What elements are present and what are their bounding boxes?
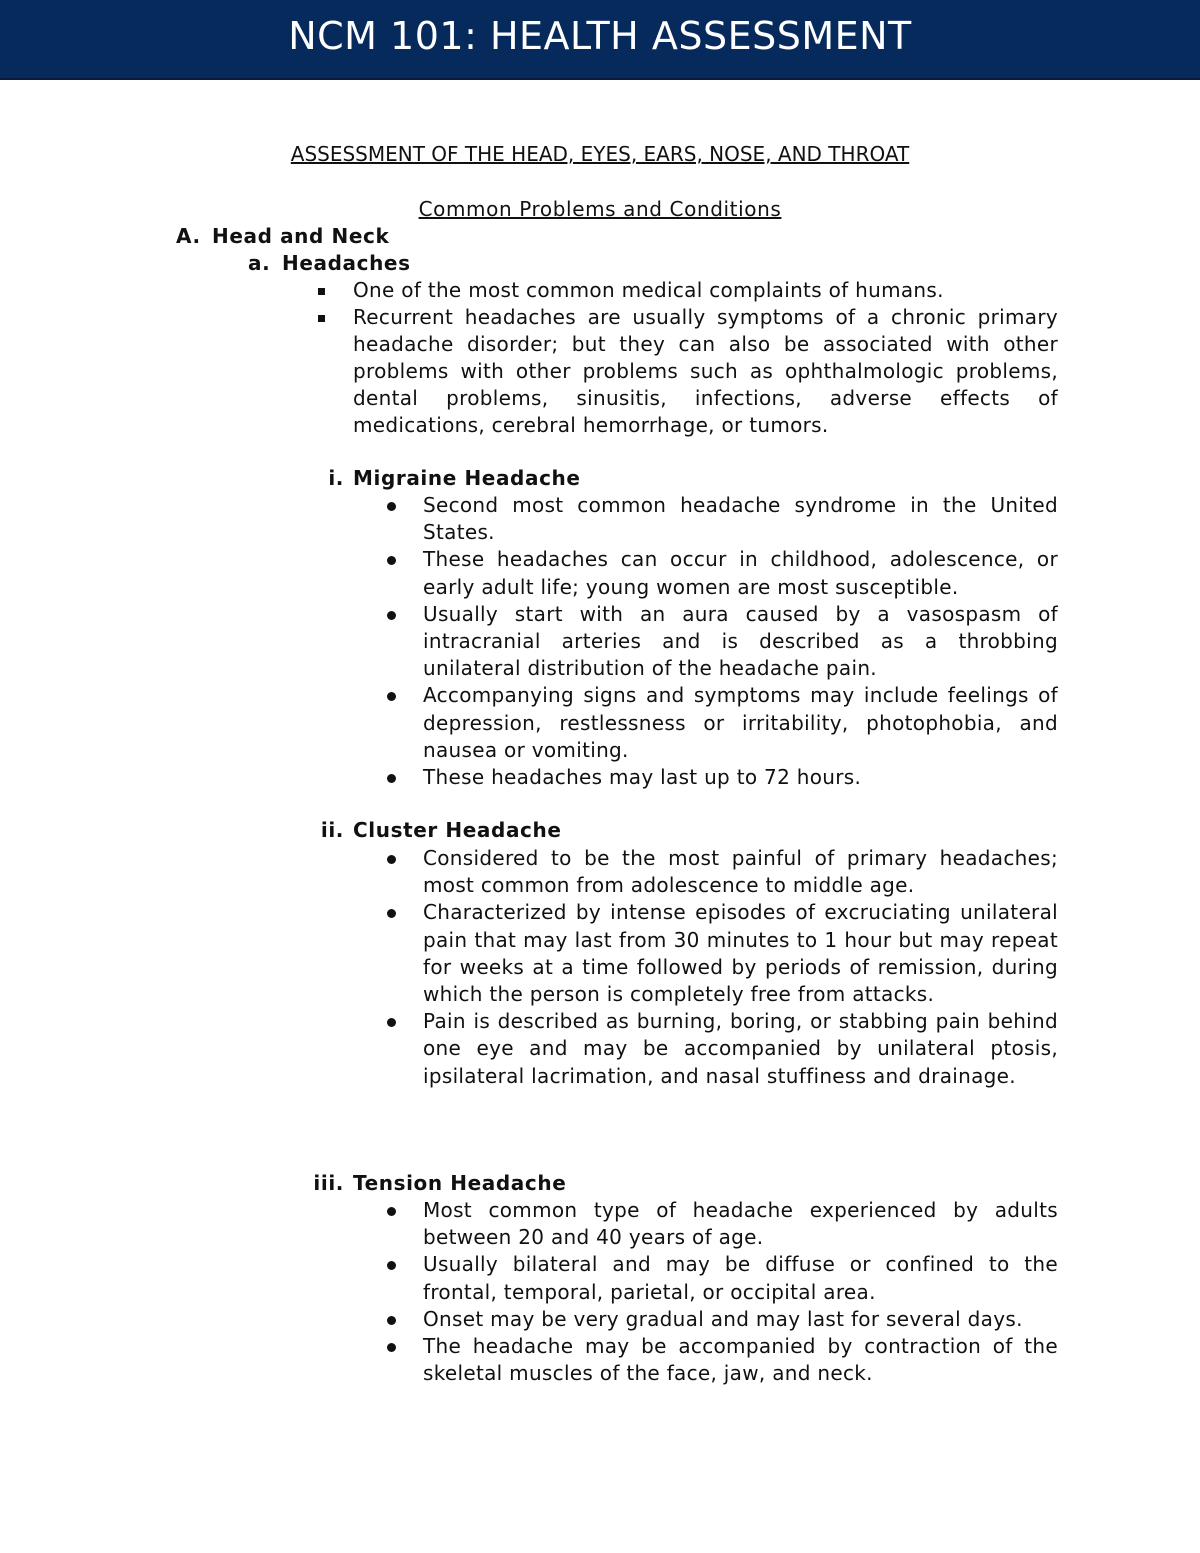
list-item: Onset may be very gradual and may last for several days.: [383, 1306, 1058, 1333]
subsection-marker: a.: [248, 251, 271, 275]
round-bullet-icon: [387, 502, 396, 511]
round-bullet-icon: [387, 909, 396, 918]
round-bullet-icon: [387, 1343, 396, 1352]
cluster-bullet-list: [383, 845, 1058, 1090]
tension-bullet-list: [383, 1197, 1058, 1387]
section-label: Head and Neck: [212, 224, 390, 248]
round-bullet-icon: [387, 611, 396, 620]
square-bullet-icon: [318, 288, 325, 295]
document-title: ASSESSMENT OF THE HEAD, EYES, EARS, NOSE, AND THROAT: [290, 142, 910, 166]
round-bullet-icon: [387, 1018, 396, 1027]
list-item: Pain is described as burning, boring, or stabbing pain behind one eye and may be accompanied by unilateral ptosis, ipsilateral lacrimation, and nasal stuffiness and drainage.: [383, 1008, 1058, 1090]
list-item: These headaches can occur in childhood, adolescence, or early adult life; young women are most susceptible.: [383, 546, 1058, 600]
heading-migraine-headache: i. Migraine Headache: [328, 466, 581, 490]
list-item: Accompanying signs and symptoms may include feelings of depression, restlessness or irritability, photophobia, and nausea or vomiting.: [383, 682, 1058, 764]
section-head-and-neck: [176, 223, 389, 249]
subsection-headaches: [248, 250, 411, 276]
round-bullet-icon: [387, 1207, 396, 1216]
list-item: Considered to be the most painful of primary headaches; most common from adolescence to middle age.: [383, 845, 1058, 899]
square-bullet-icon: [318, 315, 325, 322]
round-bullet-icon: [387, 1261, 396, 1270]
list-item: One of the most common medical complaints of humans.: [312, 277, 1058, 304]
list-item: These headaches may last up to 72 hours.: [383, 764, 1058, 791]
round-bullet-icon: [387, 855, 396, 864]
round-bullet-icon: [387, 692, 396, 701]
migraine-bullet-list: [383, 492, 1058, 791]
subsection-label: Headaches: [282, 251, 411, 275]
list-item: Second most common headache syndrome in the United States.: [383, 492, 1058, 546]
heading-cluster-headache: ii. Cluster Headache: [320, 818, 562, 842]
document-subtitle: Common Problems and Conditions: [418, 197, 782, 221]
headaches-intro-list: [312, 277, 1058, 439]
list-item: Recurrent headaches are usually symptoms of a chronic primary headache disorder; but they can also be associated with other problems with other problems such as ophthalmologic problems, dental problems, sinusitis, infections, adverse effects of medications, cerebral hemorrhage, or tumors.: [312, 304, 1058, 439]
list-item: Usually bilateral and may be diffuse or confined to the frontal, temporal, parietal, or occipital area.: [383, 1251, 1058, 1305]
list-item: Usually start with an aura caused by a vasospasm of intracranial arteries and is described as a throbbing unilateral distribution of the headache pain.: [383, 601, 1058, 683]
header-banner: [0, 0, 1200, 80]
section-marker: A.: [176, 224, 201, 248]
list-item: The headache may be accompanied by contraction of the skeletal muscles of the face, jaw, and neck.: [383, 1333, 1058, 1387]
list-item: Characterized by intense episodes of excruciating unilateral pain that may last from 30 minutes to 1 hour but may repeat for weeks at a time followed by periods of remission, during which the person is completely free from attacks.: [383, 899, 1058, 1008]
round-bullet-icon: [387, 1316, 396, 1325]
heading-tension-headache: iii. Tension Headache: [313, 1171, 567, 1195]
round-bullet-icon: [387, 556, 396, 565]
round-bullet-icon: [387, 774, 396, 783]
course-title: NCM 101: HEALTH ASSESSMENT: [288, 14, 912, 58]
list-item: Most common type of headache experienced by adults between 20 and 40 years of age.: [383, 1197, 1058, 1251]
